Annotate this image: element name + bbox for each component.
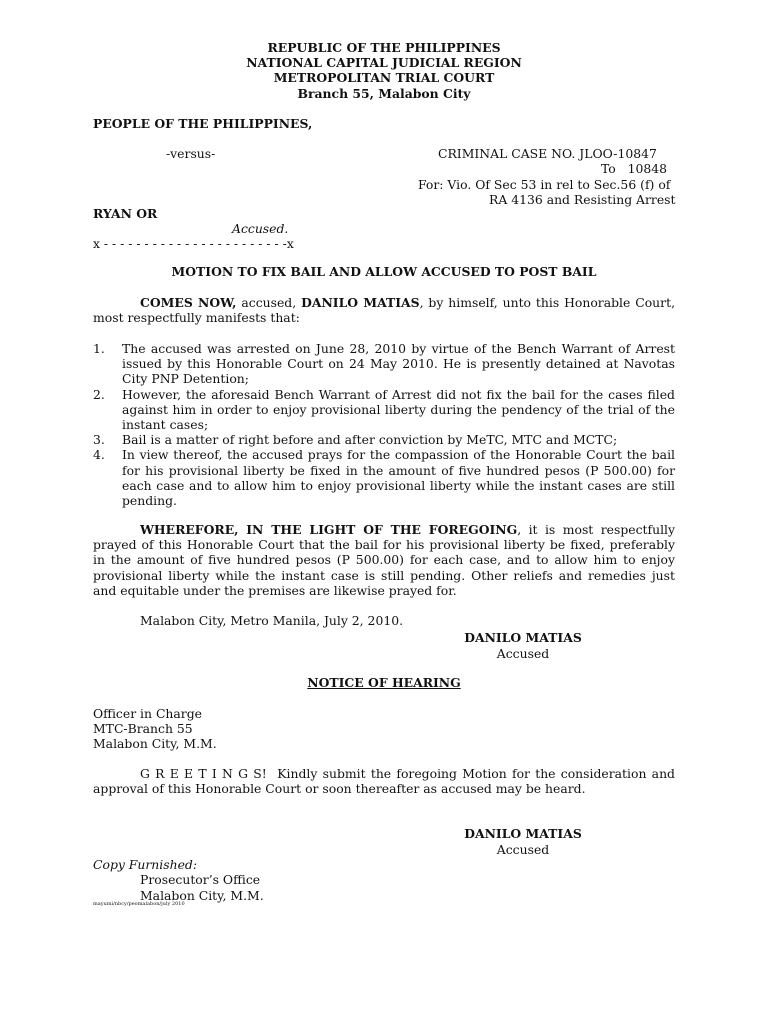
copy-furnished-label: Copy Furnished: [93,857,198,872]
accused-name: RYAN OR [93,206,158,221]
list-item [93,432,675,447]
accused-label: Accused. [232,221,289,236]
header-branch: Branch 55, Malabon City [297,85,471,101]
list-item-number: 3. [93,432,105,448]
list-item-number: 2. [93,386,105,402]
case-number-to: To 10848 [601,161,667,176]
header-region: NATIONAL CAPITAL JUDICIAL REGION [246,55,522,71]
signatory-name: DANILO MATIAS [464,630,582,645]
prayer-lead: WHEREFORE, IN THE LIGHT OF THE FOREGOING [140,522,518,537]
caption-separator: x - - - - - - - - - - - - - - - - - - - - - - -x [93,236,294,251]
list-item-text: The accused was arrested on June 28, 2010 by virtue of the Bench Warrant of Arrest issued by this Honorable Court on 24 May 2010. He is presently detained at Navotas City PNP Detention; [122,341,675,387]
intro-paragraph [93,295,675,325]
list-item [93,387,675,433]
list-item-number: 1. [93,341,105,356]
motion-title: MOTION TO FIX BAIL AND ALLOW ACCUSED TO POST BAIL [171,264,597,279]
intro-lead: COMES NOW, [140,295,237,310]
notice-text: Kindly submit the foregoing Motion for the consideration and approval of this Honorable Court or soon thereafter as accused may be heard. [93,766,679,797]
copy-furnished-office: Prosecutor’s Office [140,872,261,887]
list-item [93,341,675,387]
plaintiff-name: PEOPLE OF THE PHILIPPINES, [93,116,313,131]
footer-code: mayumi/nbcy/peomalabon/july 2010 [93,901,185,907]
place-and-date: Malabon City, Metro Manila, July 2, 2010. [140,613,404,628]
list-item-text: However, the aforesaid Bench Warrant of Arrest did not fix the bail for the cases filed against him in order to enjoy provisional liberty during the pendency of the trial of the instant cases; [122,386,675,433]
list-item-number: 4. [93,447,105,463]
offense-line-1: For: Vio. Of Sec 53 in rel to Sec.56 (f) of [418,177,671,192]
intro-text-1: accused, [236,295,302,310]
notice-title: NOTICE OF HEARING [307,675,461,690]
notice-addressee-1: Officer in Charge [93,706,202,721]
intro-accused-name: DANILO MATIAS [301,295,420,310]
header-republic: REPUBLIC OF THE PHILIPPINES [267,40,501,55]
notice-body [93,766,679,797]
prayer-text: , it is most respectfully prayed of this Honorable Court that the bail for his provisional liberty be fixed, preferably in the amount of five hundred pesos (P 500.00) for each case, and to allow him to enjoy provisional liberty while the instant case is still pending. Other reliefs and remedies just and equitable under the premises are likewise prayed for. [93,522,676,598]
greetings: G R E E T I N G S! [140,766,267,781]
list-item-text: In view thereof, the accused prays for the compassion of the Honorable Court the bail for his provisional liberty be fixed in the amount of five hundred pesos (P 500.00) for each case and to allow him to enjoy provisional liberty while the instant cases are still pending. [122,447,675,509]
versus-label: -versus- [166,146,216,161]
signatory-role: Accused [496,646,550,661]
case-number: CRIMINAL CASE NO. JLOO-10847 [438,146,657,161]
manifestation-list [93,341,675,508]
list-item-text: Bail is a matter of right before and after conviction by MeTC, MTC and MCTC; [122,432,618,448]
notice-addressee-3: Malabon City, M.M. [93,736,217,751]
offense-line-2: RA 4136 and Resisting Arrest [489,192,676,207]
court-header [184,40,584,101]
signatory-name: DANILO MATIAS [464,826,582,841]
signatory-role: Accused [496,842,550,857]
notice-addressee-2: MTC-Branch 55 [93,721,193,736]
prayer-paragraph [93,522,675,598]
copy-furnished-address: Malabon City, M.M. [140,888,264,903]
header-court: METROPOLITAN TRIAL COURT [273,70,495,86]
intro-text-2: , by himself, unto this Honorable Court, most respectfully manifests that: [93,295,676,326]
list-item [93,447,675,508]
